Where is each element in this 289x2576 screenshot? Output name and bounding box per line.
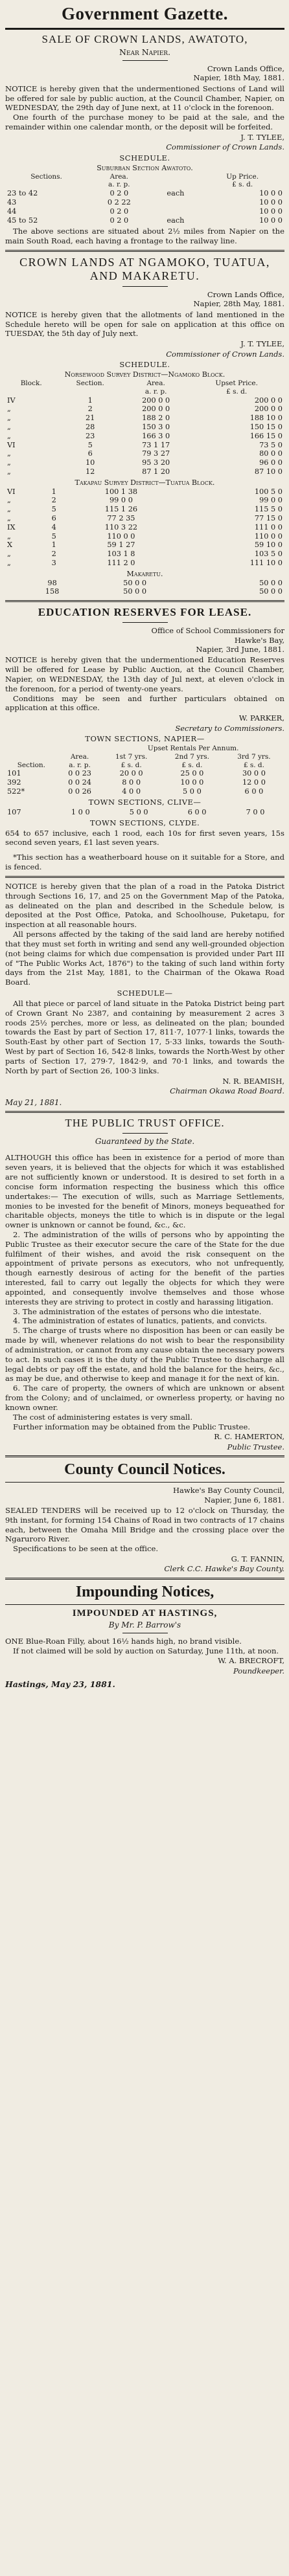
table-header	[151, 173, 201, 181]
price-cell: 188 10 0	[249, 414, 283, 423]
price-cell: 50 0 0	[259, 578, 283, 587]
impounding-notice	[5, 1584, 284, 1689]
block-cell: „	[7, 558, 11, 567]
table-row	[5, 496, 284, 505]
divider	[5, 250, 284, 252]
block-cell: „	[7, 532, 11, 541]
awatoto-title: SALE OF CROWN LANDS, AWATOTO,	[41, 33, 248, 45]
rent-cell: 4 0 0	[122, 787, 141, 796]
signatory-title: Poundkeeper.	[233, 1666, 284, 1675]
block-cell: „	[7, 431, 11, 440]
each-cell: each	[167, 189, 185, 198]
area-cell: 188 2 0	[142, 414, 170, 423]
price-cell: 111 10 0	[249, 558, 283, 567]
table-row	[5, 405, 284, 414]
signatory: W. PARKER,	[238, 713, 284, 723]
trust-notice	[5, 1117, 284, 1451]
price-cell: 111 0 0	[254, 522, 283, 532]
area-cell: 0 2 0	[110, 207, 129, 216]
area-cell: 1 0 0	[71, 807, 90, 816]
area-cell: 0 2 22	[107, 198, 131, 207]
table-row	[5, 207, 284, 216]
area-cell: 50 0 0	[123, 587, 147, 596]
signatory-title: Clerk C.C. Hawke's Bay County.	[164, 1564, 284, 1574]
price-cell: 10 0 0	[259, 207, 283, 216]
table-unit: Section.	[17, 761, 45, 769]
masthead: Government Gazette.	[62, 4, 228, 23]
trust-subtitle: Guaranteed by the State.	[95, 1137, 195, 1147]
table-row	[5, 514, 284, 523]
rent-cell: 5 0 0	[183, 787, 202, 796]
table-unit: a. r. p.	[69, 761, 91, 769]
table-row	[5, 778, 284, 787]
block-title: Norsewood Survey District—Ngamoko Block.	[64, 370, 225, 379]
table-unit: a. r. p.	[144, 387, 167, 396]
table-row	[5, 579, 284, 588]
rent-cell: 20 0 0	[119, 769, 143, 778]
table-header: 2nd 7 yrs.	[174, 752, 209, 761]
notice-footnote: *This section has a weatherboard house on it suitable for a Store, and is fenced.	[5, 853, 284, 872]
notice-date: May 21, 1881.	[5, 1098, 62, 1108]
notice-body: NOTICE is hereby given that the plan of a road in the Patoka District through Sections 16, 17, and 25 on the Government Map of the Patoka, as delineated on the plan and described in the Schedule below, is deposited at the Post Office, Patoka, and Schoolhouse, Puketapu, for inspection at all reasonable hours.	[5, 881, 284, 930]
table-row	[5, 396, 284, 405]
price-cell: 80 0 0	[259, 449, 283, 458]
table-unit: £ s. d.	[232, 181, 253, 189]
section-cell: 6	[51, 513, 56, 522]
rent-cell: 6 0 0	[187, 807, 207, 816]
table-unit	[5, 388, 57, 396]
divider	[5, 1111, 284, 1113]
notice-body-2: Specifications to be seen at the office.	[13, 1544, 159, 1554]
okawa-notice	[5, 882, 284, 1107]
section-cell: 98	[47, 578, 57, 587]
section-cell: 158	[45, 587, 60, 596]
trust-paragraph: 3. The administration of the estates of persons who die intestate.	[13, 1306, 262, 1316]
table-row	[5, 198, 284, 207]
awatoto-table	[5, 173, 284, 225]
area-cell: 110 3 22	[104, 522, 138, 532]
area-cell: 103 1 8	[107, 550, 135, 559]
divider	[122, 60, 168, 61]
area-cell: 73 1 17	[142, 440, 170, 449]
area-cell: 166 3 0	[142, 431, 170, 440]
trust-paragraph: ALTHOUGH this office has been in existence for a period of more than seven years, it is believed that the objects for which it was established are not sufficiently known or understood. It is desired to set forth in a concise form information respecting the business which this office undertakes:— The execution of wills, such as Marriage Settlements, monies to be invested for the benefit of Minors, moneys bequeathed for charitable objects, moneys the title to which is in dispute or the legal owner is unknown or cannot be found, &c., &c.	[5, 1153, 284, 1230]
table-row	[5, 189, 284, 198]
price-cell: 10 0 0	[259, 189, 283, 198]
price-cell: 150 15 0	[249, 422, 283, 431]
signatory: J. T. TYLEE,	[240, 339, 284, 349]
clyde-title: TOWN SECTIONS, CLYDE.	[89, 818, 200, 827]
section-cell: 4	[51, 522, 56, 532]
office-date: Napier, 3rd June, 1881.	[196, 644, 284, 654]
notice-body-2: One fourth of the purchase money to be paid at the sale, and the remainder within one calendar month, or the deposit will be forfeited.	[5, 113, 284, 132]
awatoto-subtitle: Near Napier.	[119, 47, 171, 57]
table-row	[5, 441, 284, 450]
price-cell: 103 5 0	[254, 550, 283, 559]
section-cell: 45 to 52	[7, 216, 38, 225]
signatory-title: Chairman Okawa Road Board.	[170, 1086, 284, 1095]
price-cell: 200 0 0	[254, 396, 283, 405]
area-cell: 0 2 0	[110, 216, 129, 225]
council-title: County Council Notices.	[64, 1461, 225, 1479]
office-name: Crown Lands Office,	[207, 64, 284, 73]
divider	[122, 1133, 168, 1134]
impounding-by: By Mr. P. Barrow's	[108, 1620, 181, 1630]
trust-paragraph: 2. The administration of the wills of persons who by appointing the Public Trustee as their executor secure the care of the State for the due fulfilment of their wishes, and avoid the risk consequent on the appointment of private persons as executors, who not unfrequently, though earnestly desirous of acting for the benefit of the parties interested, fail to carry out legally the objects for which they were appointed, and consequently involve themselves and those whose interests they are striving to protect in costly and harassing litigation.	[5, 1230, 284, 1306]
price-cell: 87 10 0	[254, 467, 283, 476]
clive-rent-table	[5, 808, 284, 817]
council-notice	[5, 1461, 284, 1574]
awatoto-notice	[5, 33, 284, 246]
schedule-title: SCHEDULE.	[119, 153, 170, 162]
schedule-title: SCHEDULE.	[119, 360, 170, 369]
notice-body: SEALED TENDERS will be received up to 12 o'clock on Thursday, the 9th instant, for forming 154 Chains of Road in two contracts of 17 chains each, between the Omaha Mill Bridge and the crossing place over the Ngaruroro River.	[5, 1505, 284, 1544]
area-cell: 0 2 0	[110, 189, 129, 198]
block-cell: „	[7, 405, 11, 414]
table-row	[5, 808, 284, 817]
schedule-subtitle: Suburban Section Awatoto.	[97, 163, 193, 172]
block-cell: „	[7, 550, 11, 559]
napier-rent-table	[5, 745, 284, 796]
table-row	[5, 532, 284, 541]
each-cell	[151, 207, 201, 216]
area-cell: 100 1 38	[104, 487, 138, 496]
table-row	[5, 541, 284, 550]
area-cell: 115 1 26	[104, 505, 138, 514]
table-header: Block.	[20, 379, 42, 387]
block-cell: „	[7, 513, 11, 522]
signatory: N. R. BEAMISH,	[222, 1076, 284, 1086]
table-row	[5, 432, 284, 441]
schedule-title: SCHEDULE—	[117, 989, 173, 998]
price-cell: 99 0 0	[259, 496, 283, 505]
notice-body-2: All persons affected by the taking of the said land are hereby notified that they must set forth in writing and send any well-grounded objection (not being claims for which due compensation is provided under Part III of "The Public Works Act, 1876") to the taking of such land within forty days from the 21st May, 1881, to the Chairman of the Okawa Road Board.	[5, 930, 284, 987]
ngamoko-table	[5, 379, 284, 476]
section-cell: 392	[7, 778, 21, 787]
notice-body: ONE Blue-Roan Filly, about 16½ hands high, no brand visible.	[5, 1636, 242, 1646]
table-header: Area.	[110, 172, 129, 181]
area-cell: 110 0 0	[107, 532, 135, 541]
section-cell: 10	[86, 458, 95, 467]
section-cell: 3	[51, 558, 56, 567]
table-row	[5, 559, 284, 568]
area-cell: 0 0 24	[68, 778, 91, 787]
area-cell: 111 2 0	[107, 558, 135, 567]
table-row	[5, 216, 284, 225]
signatory: G. T. FANNIN,	[231, 1554, 284, 1564]
divider	[5, 876, 284, 878]
office-name: Office of School Commissioners for	[151, 626, 284, 636]
trust-paragraph: Further information may be obtained from the Public Trustee.	[13, 1422, 251, 1431]
notice-footnote: The above sections are situated about 2½ miles from Napier on the main South Road, each having a frontage to the railway line.	[5, 227, 284, 246]
price-cell: 110 0 0	[254, 532, 283, 541]
trust-paragraph: 5. The charge of trusts where no disposition has been or can easily be made by will, whenever relations do not wish to bear the responsibility of administration, or cannot from any cause obtain the necessary powers to act. In such cases it is the duty of the Public Trustee to discharge all legal debts or pay off the estate, and hold the balance for the heirs, &c., as may be due, and otherwise to keep and manage it for the next of kin.	[5, 1326, 284, 1383]
section-cell: 1	[51, 487, 56, 496]
section-cell: 101	[7, 769, 21, 778]
price-cell: 166 15 0	[249, 431, 283, 440]
table-header: Upset Rentals Per Annum.	[147, 745, 239, 753]
table-unit: £ s. d.	[121, 761, 142, 769]
schedule-text: All that piece or parcel of land situate in the Patoka District being part of Crown Grant No 2387, and containing by measurement 2 acres 3 roods 25½ perches, more or less, as delineated on the plan; bounded towards the East by part of Section 17, 811·7, 1077·1 links, towards the South-East by other part of Section 17, 5·33 links, towards the South-West by part of Section 16, 542·8 links, towards the North-West by other parts of Section 17, 279·7, 1842·9, and 70·1 links, and towards the North by part of Section 26, 100·3 links.	[5, 999, 284, 1075]
education-notice	[5, 606, 284, 872]
area-cell: 0 0 23	[68, 769, 91, 778]
table-row	[5, 458, 284, 467]
block-cell: „	[7, 414, 11, 423]
block-cell: „	[7, 496, 11, 505]
divider	[122, 286, 168, 287]
signatory-title: Secretary to Commissioners.	[175, 723, 284, 733]
table-header: Sections.	[30, 172, 62, 181]
area-cell: 200 0 0	[142, 396, 170, 405]
office-date: Napier, 18th May, 1881.	[193, 73, 284, 83]
price-cell: 200 0 0	[254, 405, 283, 414]
section-cell: 5	[87, 440, 93, 449]
signatory-title: Commissioner of Crown Lands.	[166, 349, 284, 359]
divider	[5, 1455, 284, 1457]
table-unit	[5, 181, 87, 189]
rent-cell: 7 0 0	[246, 807, 265, 816]
table-header: Up Price.	[226, 172, 259, 181]
price-cell: 115 5 0	[254, 505, 283, 514]
education-title: EDUCATION RESERVES FOR LEASE.	[38, 606, 252, 619]
notice-body: NOTICE is hereby given that the undermentioned Sections of Land will be offered for sale by public auction, at the Council Chamber, Napier, on WEDNESDAY, the 29th day of June next, at 11 o'clock in the forenoon.	[5, 84, 284, 113]
section-cell: 12	[86, 467, 95, 476]
clyde-text: 654 to 657 inclusive, each 1 rood, each 10s for first seven years, 15s second seven years, £1 last seven years.	[5, 828, 284, 847]
rent-cell: 25 0 0	[180, 769, 204, 778]
area-cell: 79 3 27	[142, 449, 170, 458]
table-header: Upset Price.	[215, 379, 258, 387]
block-cell: „	[7, 467, 11, 476]
notice-body: NOTICE is hereby given that the allotments of land mentioned in the Schedule hereto will be open for sale on application at this office on TUESDAY, the 5th day of July next.	[5, 309, 284, 339]
table-unit: £ s. d.	[226, 387, 248, 396]
section-cell: 2	[51, 550, 56, 559]
area-cell: 50 0 0	[123, 578, 147, 587]
table-row	[5, 423, 284, 432]
block-cell: IX	[7, 522, 16, 532]
rent-cell: 6 0 0	[244, 787, 264, 796]
rent-cell: 5 0 0	[129, 807, 148, 816]
section-cell: 43	[7, 198, 17, 207]
block-cell: IV	[7, 396, 16, 405]
section-cell: 6	[87, 449, 93, 458]
price-cell: 59 10 0	[254, 541, 283, 550]
block-cell: „	[7, 458, 11, 467]
section-cell: 1	[87, 396, 93, 405]
table-row	[5, 505, 284, 514]
price-cell: 73 5 0	[259, 440, 283, 449]
table-header: 3rd 7 yrs.	[237, 752, 271, 761]
signatory-title: Commissioner of Crown Lands.	[166, 142, 284, 152]
block-title: Makaretu.	[126, 569, 163, 578]
section-cell: 23 to 42	[7, 189, 38, 198]
trust-paragraph: The cost of administering estates is very small.	[13, 1412, 192, 1422]
table-header: Area.	[146, 379, 165, 387]
section-cell: 107	[7, 807, 21, 816]
impounding-title: Impounding Notices,	[75, 1583, 214, 1600]
block-cell: VI	[7, 487, 16, 496]
trust-title: THE PUBLIC TRUST OFFICE.	[65, 1117, 225, 1130]
section-cell: 21	[86, 414, 95, 423]
office-name: Hawke's Bay County Council,	[173, 1486, 284, 1495]
rent-cell: 12 0 0	[242, 778, 266, 787]
footer-date: Hastings, May 23, 1881.	[5, 1679, 115, 1690]
area-cell: 77 2 35	[107, 513, 135, 522]
divider	[5, 1578, 284, 1580]
section-cell: 2	[87, 405, 93, 414]
table-row	[5, 414, 284, 423]
impounding-subtitle: IMPOUNDED AT HASTINGS,	[72, 1607, 218, 1618]
table-unit: £ s. d.	[181, 761, 203, 769]
price-cell: 100 5 0	[254, 487, 283, 496]
area-cell: 200 0 0	[142, 405, 170, 414]
divider	[5, 600, 284, 602]
block-cell	[5, 579, 19, 588]
ngamoko-notice	[5, 256, 284, 596]
table-header: Area.	[70, 752, 89, 761]
block-cell: X	[7, 541, 13, 550]
table-row	[5, 523, 284, 532]
each-cell	[151, 198, 201, 207]
office-date: Napier, 28th May, 1881.	[193, 299, 284, 309]
block-cell	[5, 587, 19, 596]
table-unit	[57, 388, 123, 396]
notice-body-2: If not claimed will be sold by auction on Saturday, June 11th, at noon.	[13, 1646, 279, 1655]
table-header	[5, 745, 58, 753]
table-header: 1st 7 yrs.	[115, 752, 148, 761]
section-cell: 5	[51, 505, 56, 514]
each-cell: each	[167, 216, 185, 225]
divider	[5, 28, 284, 30]
section-cell: 44	[7, 207, 17, 216]
signatory: W. A. BRECROFT,	[218, 1656, 284, 1666]
table-row	[5, 550, 284, 559]
block-title: Takapau Survey District—Tuatua Block.	[75, 478, 215, 487]
gazette-column	[5, 4, 284, 1689]
price-cell: 50 0 0	[259, 587, 283, 596]
table-unit: £ s. d.	[243, 761, 264, 769]
area-cell: 87 1 20	[142, 467, 170, 476]
office-name: Crown Lands Office,	[207, 290, 284, 300]
price-cell: 96 0 0	[259, 458, 283, 467]
price-cell: 10 0 0	[259, 198, 283, 207]
ngamoko-title: CROWN LANDS AT NGAMOKO, TUATUA, AND MAKARETU.	[19, 256, 270, 283]
section-cell: 522*	[7, 787, 25, 796]
block-cell: VI	[7, 440, 16, 449]
section-cell: 5	[51, 532, 56, 541]
rent-cell: 30 0 0	[242, 769, 266, 778]
tuatua-table	[5, 487, 284, 568]
block-cell: „	[7, 449, 11, 458]
signatory: J. T. TYLEE,	[240, 132, 284, 142]
table-header	[58, 745, 102, 753]
section-cell: 23	[86, 431, 95, 440]
rent-cell: 10 0 0	[180, 778, 204, 787]
table-row	[5, 487, 284, 497]
table-row	[5, 769, 284, 778]
trust-paragraph: 4. The administration of estates of lunatics, patients, and convicts.	[13, 1316, 267, 1326]
clive-title: TOWN SECTIONS, CLIVE—	[88, 797, 202, 807]
table-unit	[151, 181, 201, 189]
table-row	[5, 449, 284, 458]
area-cell: 59 1 27	[107, 541, 135, 550]
table-row	[5, 787, 284, 796]
trust-paragraph: 6. The care of property, the owners of which are unknown or absent from the Colony; and of unclaimed, or ownerless property, or having no known owner.	[5, 1383, 284, 1412]
rent-cell: 8 0 0	[122, 778, 141, 787]
divider	[5, 1604, 284, 1605]
price-cell: 77 15 0	[254, 513, 283, 522]
table-header: Section.	[76, 379, 104, 387]
area-cell: 95 3 20	[142, 458, 170, 467]
section-cell: 1	[51, 541, 56, 550]
table-row	[5, 467, 284, 476]
table-unit: a. r. p.	[108, 181, 130, 189]
block-cell: „	[7, 422, 11, 431]
area-cell: 99 0 0	[109, 496, 133, 505]
table-row	[5, 587, 284, 596]
napier-title: TOWN SECTIONS, NAPIER—	[85, 734, 205, 744]
divider	[5, 1482, 284, 1483]
divider	[122, 622, 168, 623]
section-cell: 2	[51, 496, 56, 505]
divider	[122, 1149, 168, 1150]
signatory-title: Public Trustee.	[227, 1442, 284, 1451]
signatory: R. C. HAMERTON,	[214, 1432, 284, 1442]
office-date: Napier, June 6, 1881.	[204, 1495, 284, 1505]
table-header	[5, 753, 58, 761]
notice-body: NOTICE is hereby given that the undermentioned Education Reserves will be offered for Lease by Public Auction, at the Council Chamber, Napier, on WEDNESDAY, the 13th day of Jul next, at eleven o'clock in the forenoon, for a period of twenty-one years.	[5, 655, 284, 693]
section-cell: 28	[86, 422, 95, 431]
office-name-2: Hawke's Bay,	[234, 635, 284, 645]
area-cell: 150 3 0	[142, 422, 170, 431]
price-cell: 10 0 0	[259, 216, 283, 225]
notice-body-2: Conditions may be seen and further particulars obtained on application at this office.	[5, 693, 284, 713]
block-cell: „	[7, 505, 11, 514]
makaretu-table	[5, 579, 284, 597]
area-cell: 0 0 26	[68, 787, 91, 796]
